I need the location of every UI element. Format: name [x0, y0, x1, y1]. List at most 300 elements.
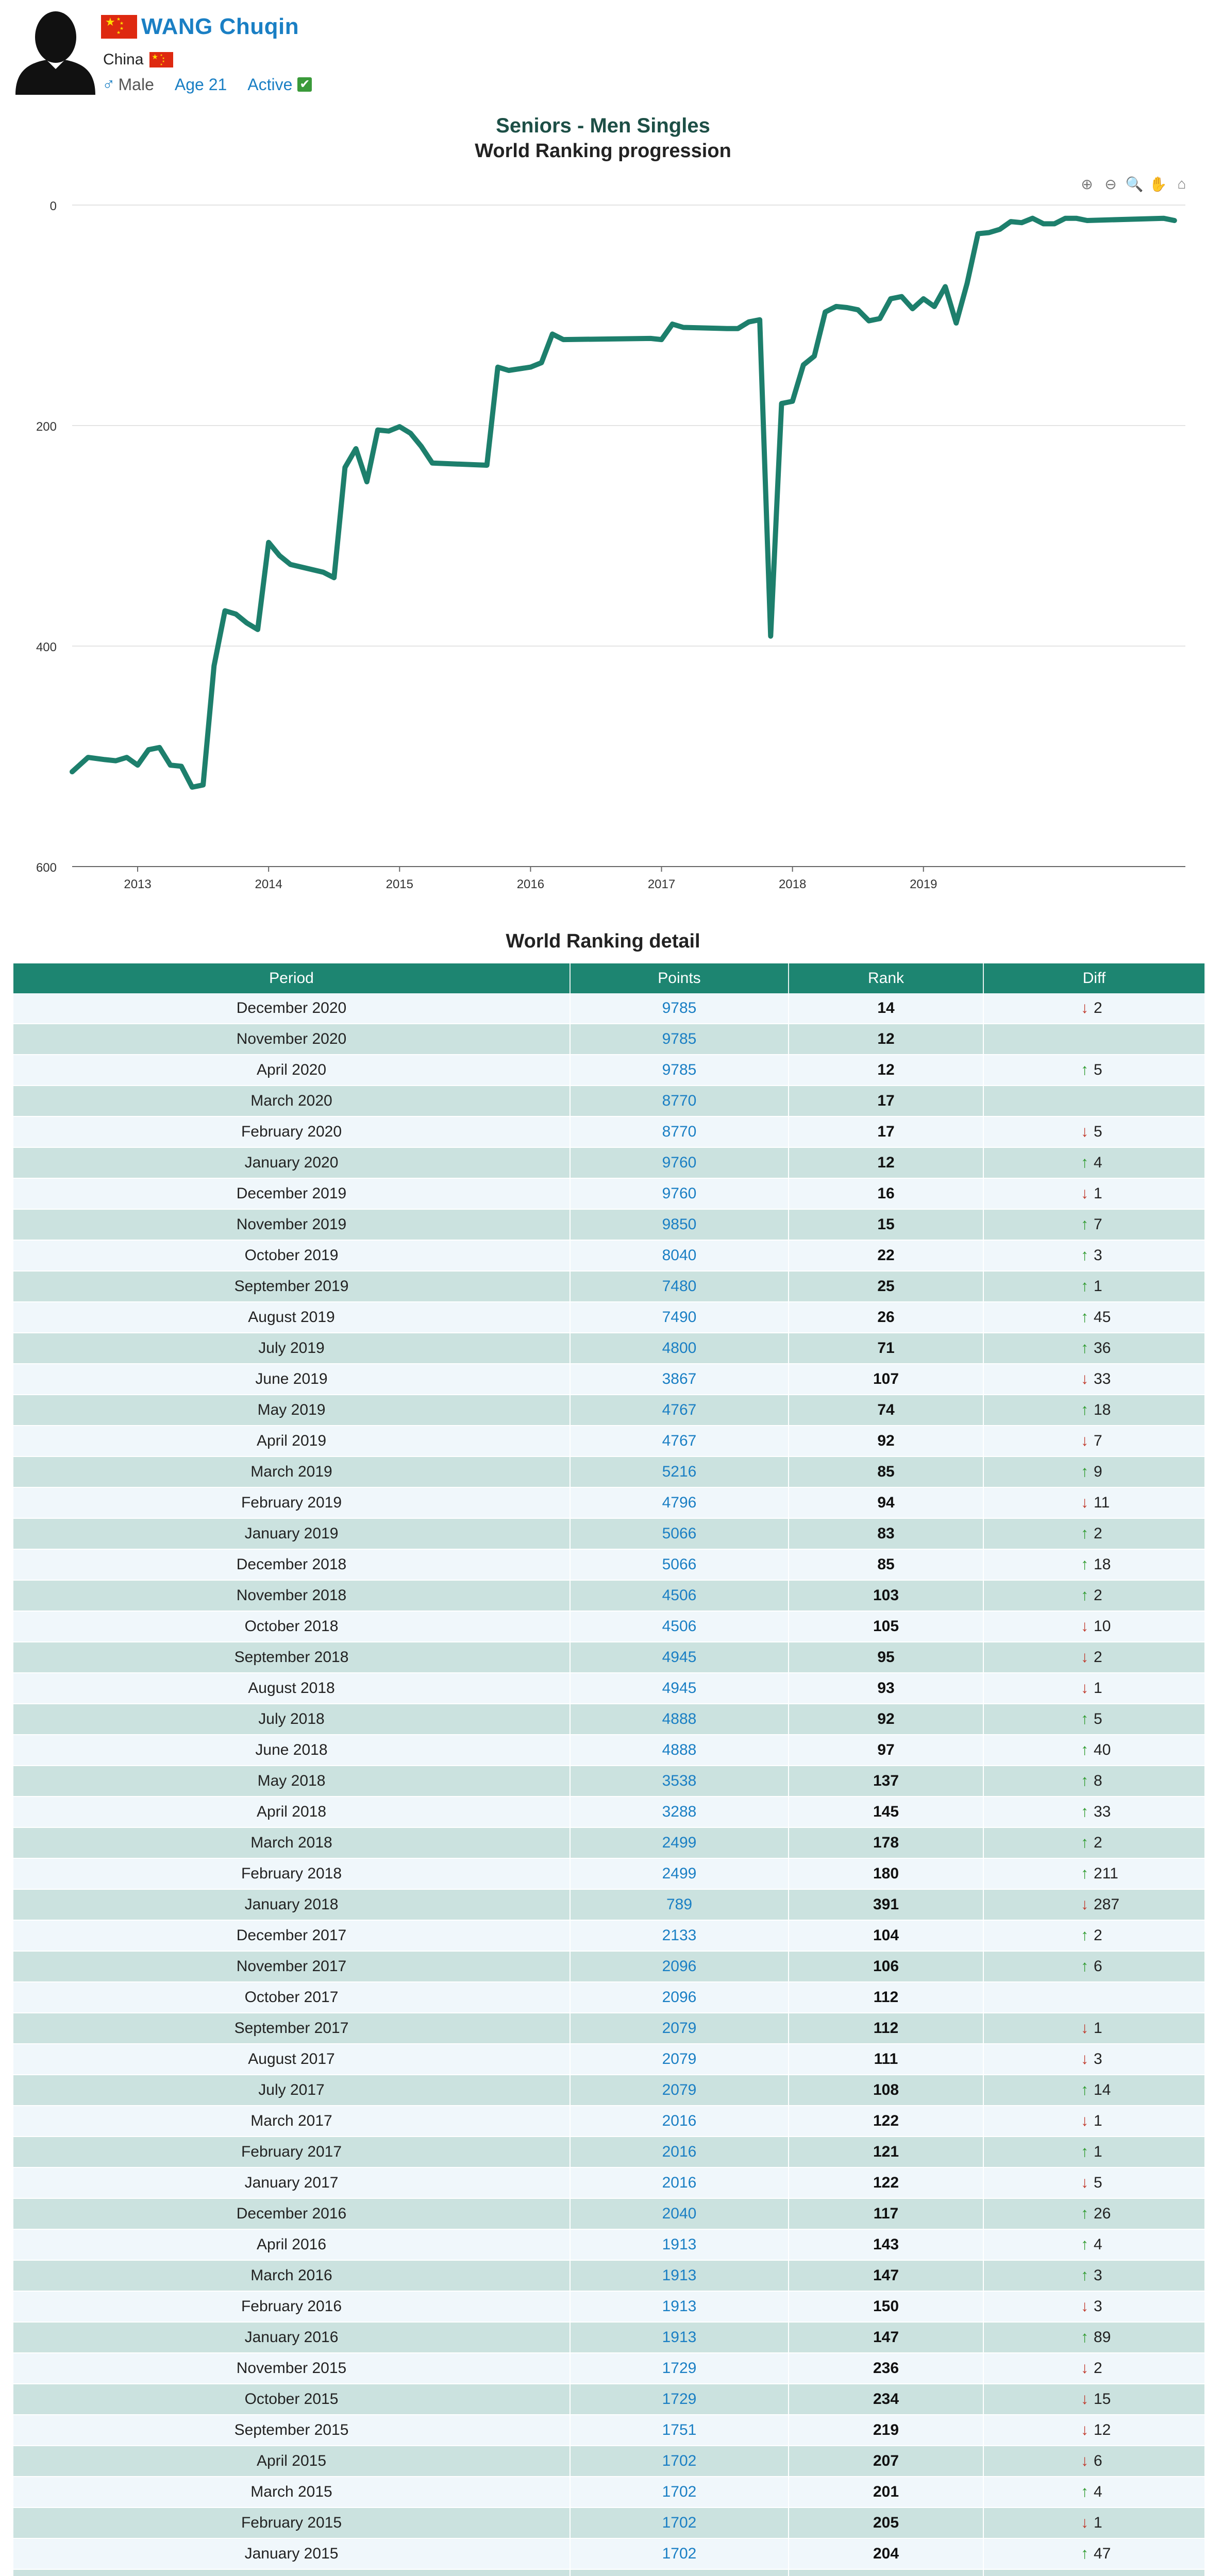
period-cell: March 2018 [13, 1827, 570, 1858]
diff-value: 47 [1094, 2545, 1111, 2562]
points-link[interactable]: 1702 [570, 2446, 789, 2477]
table-row [13, 1178, 1205, 1209]
table-row [13, 2044, 1205, 2075]
data-point [147, 748, 150, 751]
table-row [13, 1209, 1205, 1240]
data-point [409, 432, 412, 435]
zoom-out-icon[interactable]: ⊖ [1104, 176, 1117, 192]
diff-cell [983, 1642, 1205, 1673]
arrow-down-icon: ↓ [1081, 1432, 1088, 1449]
diff-cell [983, 2291, 1205, 2322]
arrow-up-icon: ↑ [1081, 1865, 1088, 1882]
period-cell: March 2019 [13, 1456, 570, 1487]
diff-value: 36 [1094, 1340, 1111, 1357]
data-point [169, 764, 172, 767]
diff-cell [983, 1580, 1205, 1611]
x-tick-label: 2017 [647, 877, 676, 891]
table-row [13, 1147, 1205, 1178]
country-name: China [103, 51, 144, 68]
period-cell: November 2020 [13, 1024, 570, 1055]
table-row [13, 1951, 1205, 1982]
rank-cell: 204 [789, 2538, 983, 2569]
diff-cell [983, 2075, 1205, 2106]
column-header-rank[interactable]: Rank [789, 963, 983, 993]
points-link[interactable]: 9785 [570, 993, 789, 1024]
diff-value: 4 [1094, 2236, 1102, 2253]
arrow-up-icon: ↑ [1081, 2236, 1088, 2253]
data-point [671, 323, 674, 326]
data-point [857, 308, 860, 311]
data-point [322, 571, 325, 574]
table-row [13, 1735, 1205, 1766]
x-tick-label: 2018 [778, 877, 807, 891]
rank-cell: 15 [789, 1209, 983, 1240]
ranking-line-chart[interactable] [0, 185, 1206, 891]
rank-cell: 201 [789, 2477, 983, 2507]
points-link[interactable]: 9760 [570, 1178, 789, 1209]
arrow-down-icon: ↓ [1081, 1185, 1088, 1202]
table-row [13, 1487, 1205, 1518]
data-point [562, 338, 565, 341]
rank-cell: 117 [789, 2198, 983, 2229]
period-cell: September 2019 [13, 1271, 570, 1302]
arrow-up-icon: ↑ [1081, 1834, 1088, 1851]
table-row [13, 1797, 1205, 1827]
diff-value: 33 [1094, 1803, 1111, 1820]
data-point [256, 628, 259, 631]
diff-cell [983, 2569, 1205, 2576]
rank-cell [789, 2569, 983, 2576]
period-cell: March 2017 [13, 2106, 570, 2137]
points-link[interactable]: 7490 [570, 1302, 789, 1333]
gender-label: Male [118, 75, 154, 94]
rank-cell: 180 [789, 1858, 983, 1889]
table-header-row [13, 963, 1205, 993]
points-link[interactable]: 2079 [570, 2044, 789, 2075]
diff-value: 211 [1094, 1865, 1118, 1882]
table-row [13, 1116, 1205, 1147]
arrow-down-icon: ↓ [1081, 2514, 1088, 2531]
period-cell: May 2019 [13, 1395, 570, 1426]
points-link[interactable]: 5066 [570, 1518, 789, 1549]
arrow-up-icon: ↑ [1081, 2329, 1088, 2346]
rank-cell: 16 [789, 1178, 983, 1209]
data-point [911, 307, 914, 310]
table-row [13, 1302, 1205, 1333]
diff-cell [983, 1024, 1205, 1055]
points-link[interactable]: 3538 [570, 1766, 789, 1797]
arrow-up-icon: ↑ [1081, 1556, 1088, 1573]
diff-cell [983, 2415, 1205, 2446]
points-link[interactable]: 2133 [570, 1920, 789, 1951]
rank-cell: 205 [789, 2507, 983, 2538]
diff-cell [983, 2198, 1205, 2229]
period-cell: December 2020 [13, 993, 570, 1024]
points-link[interactable]: 2499 [570, 1858, 789, 1889]
arrow-up-icon: ↑ [1081, 1803, 1088, 1820]
data-point [387, 430, 390, 433]
points-link[interactable]: 3867 [570, 1364, 789, 1395]
diff-value: 33 [1094, 1370, 1111, 1387]
period-cell: July 2017 [13, 2075, 570, 2106]
period-cell: August 2019 [13, 1302, 570, 1333]
player-name-row [101, 11, 299, 42]
data-point [114, 759, 118, 762]
data-point [420, 445, 423, 448]
data-point [71, 770, 74, 773]
period-cell: April 2018 [13, 1797, 570, 1827]
arrow-down-icon: ↓ [1081, 2050, 1088, 2067]
points-link[interactable]: 1913 [570, 2260, 789, 2291]
data-point [889, 297, 892, 300]
table-row [13, 2477, 1205, 2507]
points-link[interactable]: 1729 [570, 2353, 789, 2384]
country-row [103, 49, 173, 70]
points-link[interactable]: 2096 [570, 1951, 789, 1982]
table-row [13, 1456, 1205, 1487]
points-link[interactable]: 5066 [570, 1549, 789, 1580]
arrow-down-icon: ↓ [1081, 1123, 1088, 1140]
points-link[interactable]: 1702 [570, 2477, 789, 2507]
table-row [13, 1766, 1205, 1797]
diff-cell [983, 1827, 1205, 1858]
magnifier-icon[interactable]: 🔍 [1125, 176, 1144, 192]
points-link[interactable]: 2079 [570, 2013, 789, 2044]
diff-value: 10 [1094, 1618, 1111, 1635]
diff-value: 11 [1094, 1494, 1110, 1511]
data-point [987, 231, 991, 234]
arrow-down-icon: ↓ [1081, 1680, 1088, 1697]
diff-cell [983, 1982, 1205, 2013]
diff-value: 12 [1094, 2421, 1111, 2438]
table-row [13, 2538, 1205, 2569]
data-point [104, 758, 107, 761]
period-cell: July 2018 [13, 1704, 570, 1735]
points-link[interactable]: 4506 [570, 1611, 789, 1642]
table-row [13, 1426, 1205, 1456]
data-point [649, 337, 652, 340]
x-tick-label: 2015 [386, 877, 413, 891]
arrow-up-icon: ↑ [1081, 1958, 1088, 1975]
data-point [878, 317, 881, 320]
rank-cell: 92 [789, 1426, 983, 1456]
diff-value: 1 [1094, 2514, 1102, 2531]
diff-cell [983, 1487, 1205, 1518]
arrow-up-icon: ↑ [1081, 1463, 1088, 1480]
zoom-in-icon[interactable]: ⊕ [1081, 176, 1093, 192]
table-row [13, 2384, 1205, 2415]
points-link[interactable]: 7480 [570, 1271, 789, 1302]
data-point [824, 311, 827, 314]
period-cell: October 2018 [13, 1611, 570, 1642]
points-link[interactable]: 4800 [570, 1333, 789, 1364]
rank-cell: 92 [789, 1704, 983, 1735]
period-cell: January 2016 [13, 2322, 570, 2353]
diff-value: 3 [1094, 1247, 1102, 1264]
data-point [1162, 217, 1165, 220]
arrow-up-icon: ↑ [1081, 1525, 1088, 1542]
rank-cell: 14 [789, 993, 983, 1024]
diff-value: 2 [1094, 1927, 1102, 1944]
arrow-down-icon: ↓ [1081, 2391, 1088, 2408]
diff-value: 1 [1094, 1680, 1102, 1697]
points-link[interactable]: 9760 [570, 1147, 789, 1178]
period-cell: April 2020 [13, 1055, 570, 1086]
data-point [834, 305, 837, 308]
column-header-diff[interactable]: Diff [983, 963, 1205, 993]
rank-cell: 236 [789, 2353, 983, 2384]
home-icon[interactable]: ⌂ [1177, 176, 1186, 192]
diff-value: 4 [1094, 1154, 1102, 1171]
rank-cell: 95 [789, 1642, 983, 1673]
points-link[interactable]: 9850 [570, 1209, 789, 1240]
rank-cell: 207 [789, 2446, 983, 2477]
data-point [234, 613, 238, 616]
rank-cell: 122 [789, 2167, 983, 2198]
data-point [660, 338, 663, 341]
diff-cell [983, 1364, 1205, 1395]
period-cell: February 2015 [13, 2507, 570, 2538]
rank-cell: 17 [789, 1086, 983, 1116]
points-link[interactable]: 2016 [570, 2106, 789, 2137]
data-point [267, 541, 270, 544]
table-row [13, 1580, 1205, 1611]
diff-value: 6 [1094, 1958, 1102, 1975]
column-header-period[interactable]: Period [13, 963, 570, 993]
points-link[interactable]: 4945 [570, 1673, 789, 1704]
diff-value: 7 [1094, 1216, 1102, 1233]
points-link[interactable]: 8770 [570, 1116, 789, 1147]
points-link[interactable]: 2096 [570, 1982, 789, 2013]
diff-cell [983, 1858, 1205, 1889]
data-point [202, 784, 205, 787]
points-link[interactable]: 789 [570, 1889, 789, 1920]
status-label: Active [247, 75, 293, 94]
rank-cell: 103 [789, 1580, 983, 1611]
rank-cell: 122 [789, 2106, 983, 2137]
points-link[interactable]: 4767 [570, 1426, 789, 1456]
table-row [13, 2507, 1205, 2538]
data-point [158, 746, 161, 749]
data-point [769, 635, 772, 638]
diff-value: 2 [1094, 1649, 1102, 1666]
diff-cell [983, 2260, 1205, 2291]
table-row [13, 2075, 1205, 2106]
points-link[interactable]: 4888 [570, 1735, 789, 1766]
period-cell: January 2020 [13, 1147, 570, 1178]
points-link[interactable]: 2079 [570, 2075, 789, 2106]
data-point [529, 366, 532, 369]
data-point [223, 609, 226, 613]
period-cell: March 2015 [13, 2477, 570, 2507]
arrow-up-icon: ↑ [1081, 2267, 1088, 2284]
diff-value: 2 [1094, 1587, 1102, 1604]
period-cell: November 2018 [13, 1580, 570, 1611]
diff-value: 2 [1094, 1834, 1102, 1851]
data-point [540, 361, 543, 364]
data-point [278, 554, 281, 557]
period-cell: March 2016 [13, 2260, 570, 2291]
arrow-down-icon: ↓ [1081, 1896, 1088, 1913]
rank-cell: 83 [789, 1518, 983, 1549]
rank-cell: 25 [789, 1271, 983, 1302]
points-link[interactable]: 2499 [570, 1827, 789, 1858]
diff-cell [983, 2477, 1205, 2507]
table-row [13, 1271, 1205, 1302]
points-link[interactable]: 4945 [570, 1642, 789, 1673]
diff-cell [983, 2044, 1205, 2075]
diff-cell [983, 1951, 1205, 1982]
arrow-down-icon: ↓ [1081, 2298, 1088, 2315]
player-name-link[interactable]: WANG Chuqin [141, 14, 299, 39]
data-point [726, 327, 729, 330]
data-point [1085, 219, 1088, 222]
column-header-points[interactable]: Points [570, 963, 789, 993]
table-row [13, 993, 1205, 1024]
rank-cell: 145 [789, 1797, 983, 1827]
arrow-down-icon: ↓ [1081, 2360, 1088, 2377]
table-row [13, 1549, 1205, 1580]
points-link[interactable]: 4888 [570, 1704, 789, 1735]
table-row [13, 1920, 1205, 1951]
points-link[interactable]: 2016 [570, 2167, 789, 2198]
diff-cell [983, 1116, 1205, 1147]
data-point [398, 425, 401, 428]
data-point [802, 363, 805, 366]
diff-value: 7 [1094, 1432, 1102, 1449]
points-link[interactable]: 2040 [570, 2198, 789, 2229]
points-link[interactable]: 4767 [570, 1395, 789, 1426]
rank-cell: 112 [789, 2013, 983, 2044]
arrow-down-icon: ↓ [1081, 2174, 1088, 2191]
arrow-up-icon: ↑ [1081, 2545, 1088, 2562]
points-link[interactable]: 9785 [570, 1055, 789, 1086]
period-cell: September 2018 [13, 1642, 570, 1673]
period-cell: February 2019 [13, 1487, 570, 1518]
points-link[interactable]: 1913 [570, 2322, 789, 2353]
rank-cell: 26 [789, 1302, 983, 1333]
data-point [1075, 217, 1078, 220]
arrow-up-icon: ↑ [1081, 1247, 1088, 1264]
rank-cell: 111 [789, 2044, 983, 2075]
diff-cell [983, 1271, 1205, 1302]
x-tick-label: 2014 [255, 877, 282, 891]
rank-cell: 104 [789, 1920, 983, 1951]
data-point [125, 756, 128, 759]
diff-value: 1 [1094, 2020, 1102, 2037]
hand-pan-icon[interactable]: ✋ [1149, 176, 1167, 192]
period-cell: October 2017 [13, 1982, 570, 2013]
chart-subtitle: World Ranking progression [475, 140, 731, 162]
diff-value: 45 [1094, 1309, 1111, 1326]
period-cell: November 2019 [13, 1209, 570, 1240]
period-cell: January 2017 [13, 2167, 570, 2198]
rank-cell: 178 [789, 1827, 983, 1858]
rank-cell: 150 [789, 2291, 983, 2322]
rank-cell: 12 [789, 1147, 983, 1178]
arrow-up-icon: ↑ [1081, 1741, 1088, 1758]
period-cell: October 2019 [13, 1240, 570, 1271]
data-point [922, 297, 925, 300]
rank-cell: 85 [789, 1549, 983, 1580]
data-point [791, 400, 794, 403]
data-point [1064, 217, 1067, 220]
points-link[interactable]: 8770 [570, 1086, 789, 1116]
rank-cell: 112 [789, 1982, 983, 2013]
arrow-down-icon: ↓ [1081, 999, 1088, 1016]
diff-cell [983, 1735, 1205, 1766]
data-point [758, 318, 761, 321]
points-link[interactable]: 1702 [570, 2538, 789, 2569]
points-link[interactable]: 8040 [570, 1240, 789, 1271]
points-link[interactable] [570, 2569, 789, 2576]
points-link[interactable]: 9785 [570, 1024, 789, 1055]
points-link[interactable]: 4506 [570, 1580, 789, 1611]
diff-cell [983, 1549, 1205, 1580]
points-link[interactable]: 1702 [570, 2507, 789, 2538]
rank-cell: 22 [789, 1240, 983, 1271]
rank-cell: 219 [789, 2415, 983, 2446]
table-row [13, 1642, 1205, 1673]
data-point [496, 366, 499, 369]
points-link[interactable]: 1913 [570, 2229, 789, 2260]
diff-value: 3 [1094, 2267, 1102, 2284]
ranking-table [13, 963, 1205, 2576]
table-row [13, 2415, 1205, 2446]
data-point [332, 576, 336, 579]
points-link[interactable]: 2016 [570, 2137, 789, 2167]
points-link[interactable]: 3288 [570, 1797, 789, 1827]
player-header [0, 0, 1206, 100]
diff-cell [983, 2353, 1205, 2384]
diff-cell [983, 1333, 1205, 1364]
period-cell: February 2020 [13, 1116, 570, 1147]
arrow-up-icon: ↑ [1081, 1587, 1088, 1604]
rank-cell: 143 [789, 2229, 983, 2260]
period-cell: February 2016 [13, 2291, 570, 2322]
data-point [431, 462, 434, 465]
arrow-up-icon: ↑ [1081, 2081, 1088, 2098]
period-cell: April 2015 [13, 2446, 570, 2477]
diff-cell [983, 1302, 1205, 1333]
person-silhouette-icon [15, 7, 95, 95]
data-point [998, 228, 1001, 231]
diff-value: 1 [1094, 1278, 1102, 1295]
rank-cell: 12 [789, 1024, 983, 1055]
player-meta-row [102, 74, 312, 95]
points-link[interactable]: 4796 [570, 1487, 789, 1518]
y-tick-label: 400 [36, 640, 57, 654]
data-point [954, 321, 958, 325]
points-link[interactable]: 1729 [570, 2384, 789, 2415]
diff-cell [983, 1766, 1205, 1797]
data-point [191, 786, 194, 789]
diff-cell [983, 2229, 1205, 2260]
table-row [13, 2446, 1205, 2477]
arrow-down-icon: ↓ [1081, 2421, 1088, 2438]
rank-cell: 137 [789, 1766, 983, 1797]
points-link[interactable]: 5216 [570, 1456, 789, 1487]
period-cell: December 2016 [13, 2198, 570, 2229]
diff-value: 1 [1094, 2112, 1102, 2129]
points-link[interactable]: 1913 [570, 2291, 789, 2322]
arrow-up-icon: ↑ [1081, 1927, 1088, 1944]
period-cell: December 2018 [13, 1549, 570, 1580]
table-row [13, 1827, 1205, 1858]
diff-cell [983, 2106, 1205, 2137]
points-link[interactable]: 1751 [570, 2415, 789, 2446]
diff-cell [983, 993, 1205, 1024]
